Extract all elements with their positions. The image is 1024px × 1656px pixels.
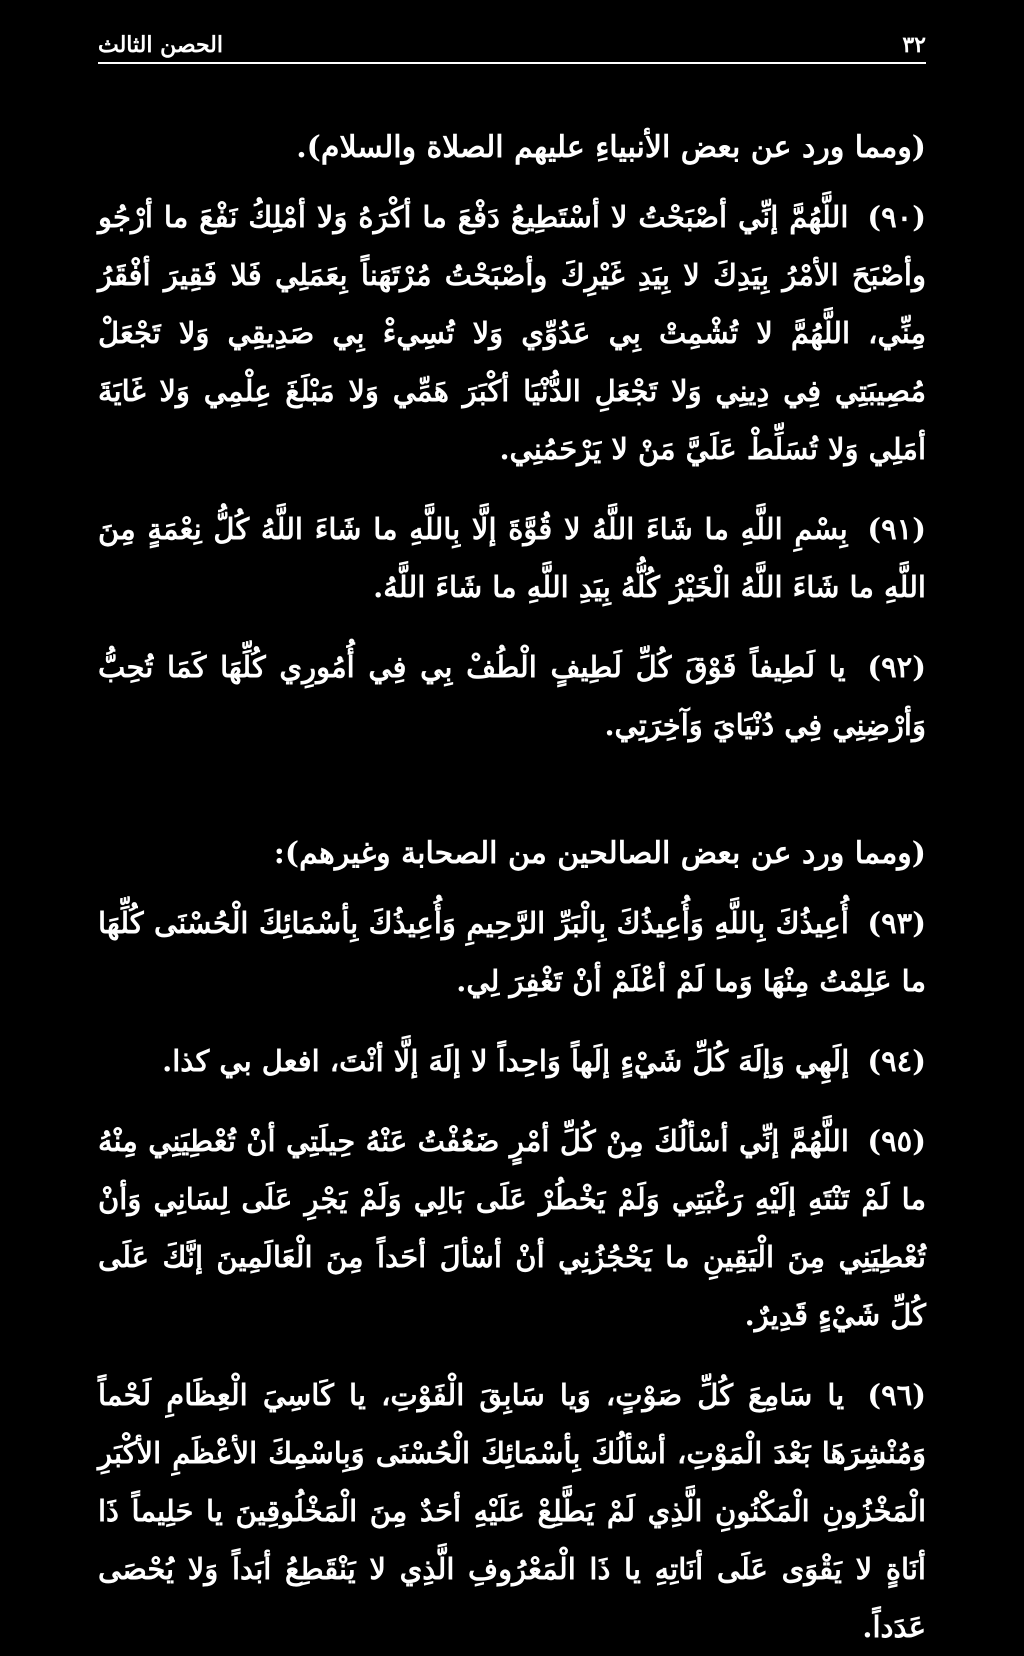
entry-text: يا سَامِعَ كُلِّ صَوْتٍ، وَيا سَابِقَ الْفَوْتِ، يا كَاسِيَ الْعِظَامِ لَحْماً وَمُنْشِرَهَا بَعْدَ الْمَوْتِ، أسْألُكَ بِأسْمَائِكَ الْحُسْنَى وَبِاسْمِكَ الأعْظَمِ الأكْبَرِ الْمَخْزُونِ الْمَكْنُونِ الَّذِي لَمْ يَطَّلِعْ عَلَيْهِ أحَدٌ مِنَ الْمَخْلُوقِينَ يا حَلِيماً ذَا أنَاةٍ لا يَقْوَى عَلَى أنَاتِهِ يا ذَا الْمَعْرُوفِ الَّذِي لا يَنْقَطِعُ أبَداً وَلا يُحْصَى عَدَداً. <box>98 1378 926 1644</box>
supplication-92 <box>98 638 926 754</box>
entry-text: أُعِيذُكَ بِاللَّهِ وَأُعِيذُكَ بِالْبَرِّ الرَّحِيمِ وَأُعِيذُكَ بِأسْمَائِكَ الْحُسْنَى كُلِّهَا ما عَلِمْتُ مِنْهَا وَما لَمْ أعْلَمْ أنْ تَغْفِرَ لِي. <box>98 906 926 998</box>
entry-number: (٩٣) <box>867 906 926 940</box>
entry-text: يا لَطِيفاً فَوْقَ كُلِّ لَطِيفٍ الْطُفْ بِي فِي أُمُورِي كُلِّهَا كَمَا تُحِبُّ وَأرْضِنِي فِي دُنْيَايَ وَآخِرَتِي. <box>98 650 926 742</box>
supplication-91 <box>98 500 926 616</box>
supplication-95 <box>98 1112 926 1344</box>
supplication-96 <box>98 1366 926 1656</box>
entry-number: (٩٥) <box>867 1124 926 1158</box>
section-title: الحصن الثالث <box>98 32 223 58</box>
entry-number: (٩٢) <box>867 650 926 684</box>
section-heading-righteous: (ومما ورد عن بعض الصالحين من الصحابة وغيرهم): <box>273 836 926 871</box>
running-header <box>98 26 926 60</box>
entry-number: (٩٠) <box>867 200 926 234</box>
page-number: ٣٢ <box>902 32 926 58</box>
supplication-94 <box>98 1032 926 1090</box>
entry-number: (٩١) <box>867 512 926 546</box>
entry-number: (٩٦) <box>867 1378 926 1412</box>
entry-text: اللَّهُمَّ إنِّي أسْألُكَ مِنْ كُلِّ أمْرٍ ضَعُفْتُ عَنْهُ حِيلَتِي أنْ تُعْطِيَنِي مِنْهُ ما لَمْ تَنْتَهِ إلَيْهِ رَغْبَتِي وَلَمْ يَخْطُرْ عَلَى بَالِي وَلَمْ يَجْرِ عَلَى لِسَانِي وَأنْ تُعْطِيَنِي مِنَ الْيَقِينِ ما يَحْجُزُنِي أنْ أسْألَ أحَداً مِنَ الْعَالَمِينَ إنَّكَ عَلَى كُلِّ شَيْءٍ قَدِيرٌ. <box>98 1124 926 1332</box>
supplication-93 <box>98 894 926 1010</box>
entry-text: إلَهِي وَإلَهَ كُلِّ شَيْءٍ إلَهاً وَاحِداً لا إلَهَ إلَّا أنْتَ، افعل بي كذا. <box>162 1044 850 1078</box>
section-heading-prophets: (ومما ورد عن بعض الأنبياءِ عليهم الصلاة والسلام). <box>296 130 926 165</box>
supplication-90 <box>98 188 926 478</box>
entry-number: (٩٤) <box>867 1044 926 1078</box>
entry-text: بِسْمِ اللَّهِ ما شَاءَ اللَّهُ لا قُوَّةَ إلَّا بِاللَّهِ ما شَاءَ اللَّهُ كُلُّ نِعْمَةٍ مِنَ اللَّهِ ما شَاءَ اللَّهُ الْخَيْرُ كُلُّهُ بِيَدِ اللَّهِ ما شَاءَ اللَّهُ. <box>98 512 926 604</box>
entry-text: اللَّهُمَّ إنِّي أصْبَحْتُ لا أسْتَطِيعُ دَفْعَ ما أكْرَهُ وَلا أمْلِكُ نَفْعَ ما أرْجُو وأصْبَحَ الأمْرُ بِيَدِكَ لا بِيَدِ غَيْرِكَ وأصْبَحْتُ مُرْتَهَناً بِعَمَلِي فَلا فَقِيرَ أفْقَرُ مِنِّي، اللَّهُمَّ لا تُشْمِتْ بِي عَدُوِّي وَلا تُسِيءْ بِي صَدِيقِي وَلا تَجْعَلْ مُصِيبَتِي فِي دِينِي وَلا تَجْعَلِ الدُّنْيَا أكْبَرَ هَمِّي وَلا مَبْلَغَ عِلْمِي وَلا غَايَةَ أمَلِي وَلا تُسَلِّطْ عَلَيَّ مَنْ لا يَرْحَمُنِي. <box>98 200 926 466</box>
header-rule <box>98 62 926 64</box>
